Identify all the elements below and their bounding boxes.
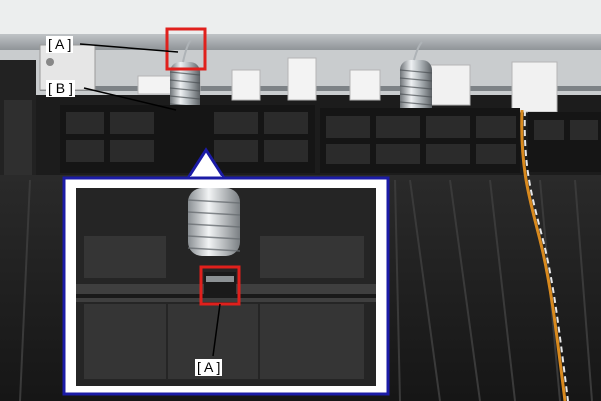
black-trays bbox=[60, 105, 601, 173]
callout-label-a-top: [ A ] bbox=[48, 36, 72, 52]
callout-label-a-inset: [ A ] bbox=[197, 359, 221, 375]
inset-spring bbox=[188, 188, 240, 256]
callout-label-b-top: [ B ] bbox=[48, 80, 73, 96]
inset-magnified-view bbox=[64, 178, 388, 394]
